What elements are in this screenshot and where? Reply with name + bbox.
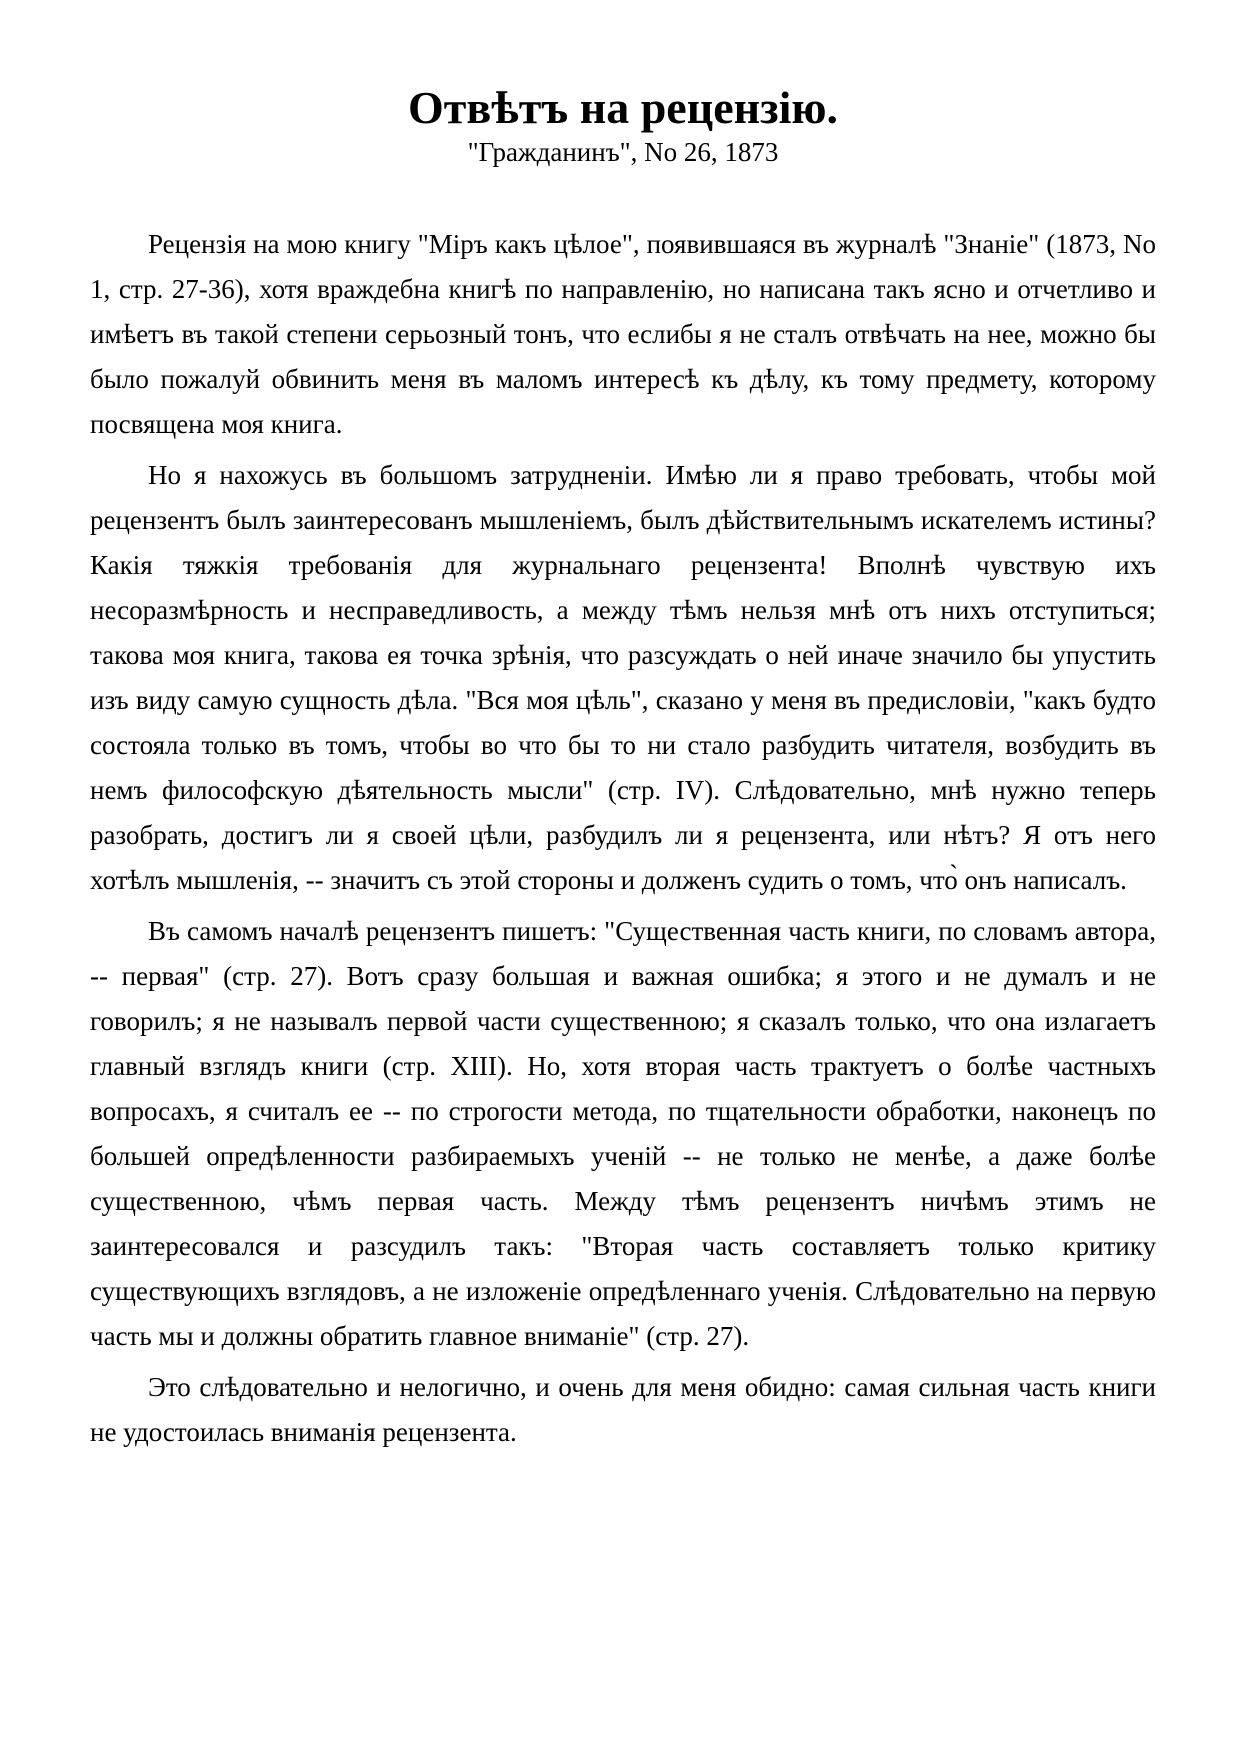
document-subtitle: "Гражданинъ", No 26, 1873	[467, 137, 779, 167]
document-title: Отвѣтъ на рецензію.	[407, 82, 839, 133]
paragraph-4: Это слѣдовательно и нелогично, и очень для меня обидно: самая сильная часть книги не удостоилась вниманія рецензента.	[90, 1372, 1156, 1447]
paragraph-3: Въ самомъ началѣ рецензентъ пишетъ: "Существенная часть книги, по словамъ автора, -- первая" (стр. 27). Вотъ сразу большая и важная ошибка; я этого и не думалъ и не говорилъ; я не называлъ первой части существенною; я сказалъ только, что она излагаетъ главный взглядъ книги (стр. XIII). Но, хотя вторая часть трактуетъ о болѣе частныхъ вопросахъ, я считалъ ее -- по строгости метода, по тщательности обработки, наконецъ по большей опредѣленности разбираемыхъ ученій -- не только не менѣе, а даже болѣе существенною, чѣмъ первая часть. Между тѣмъ рецензентъ ничѣмъ этимъ не заинтересовался и разсудилъ такъ: "Вторая часть составляетъ только критику существующихъ взглядовъ, а не изложеніе опредѣленнаго ученія. Слѣдовательно на первую часть мы и должны обратить главное вниманіе" (стр. 27).	[90, 916, 1156, 1351]
paragraph-1: Рецензія на мою книгу "Міръ какъ цѣлое", появившаяся въ журналѣ "Знаніе" (1873, No 1, стр. 27-36), хотя враждебна книгѣ по направленію, но написана такъ ясно и отчетливо и имѣетъ въ такой степени серьозный тонъ, что еслибы я не сталъ отвѣчать на нее, можно бы было пожалуй обвинить меня въ маломъ интересѣ къ дѣлу, къ тому предмету, которому посвящена моя книга.	[90, 229, 1156, 439]
document-page	[90, 80, 1156, 1461]
paragraph-2: Но я нахожусь въ большомъ затрудненіи. Имѣю ли я право требовать, чтобы мой рецензентъ былъ заинтересованъ мышленіемъ, былъ дѣйствительнымъ искателемъ истины? Какія тяжкія требованія для журнальнаго рецензента! Вполнѣ чувствую ихъ несоразмѣрность и несправедливость, а между тѣмъ нельзя мнѣ отъ нихъ отступиться; такова моя книга, такова ея точка зрѣнія, что разсуждать о ней иначе значило бы упустить изъ виду самую сущность дѣла. "Вся моя цѣль", сказано у меня въ предисловіи, "какъ будто состояла только въ томъ, чтобы во что бы то ни стало разбудить читателя, возбудить въ немъ философскую дѣятельность мысли" (стр. IV). Слѣдовательно, мнѣ нужно теперь разобрать, достигъ ли я своей цѣли, разбудилъ ли я рецензента, или нѣтъ? Я отъ него хотѣлъ мышленія, -- значитъ съ этой стороны и долженъ судить о томъ, что̀ онъ написалъ.	[90, 460, 1156, 895]
